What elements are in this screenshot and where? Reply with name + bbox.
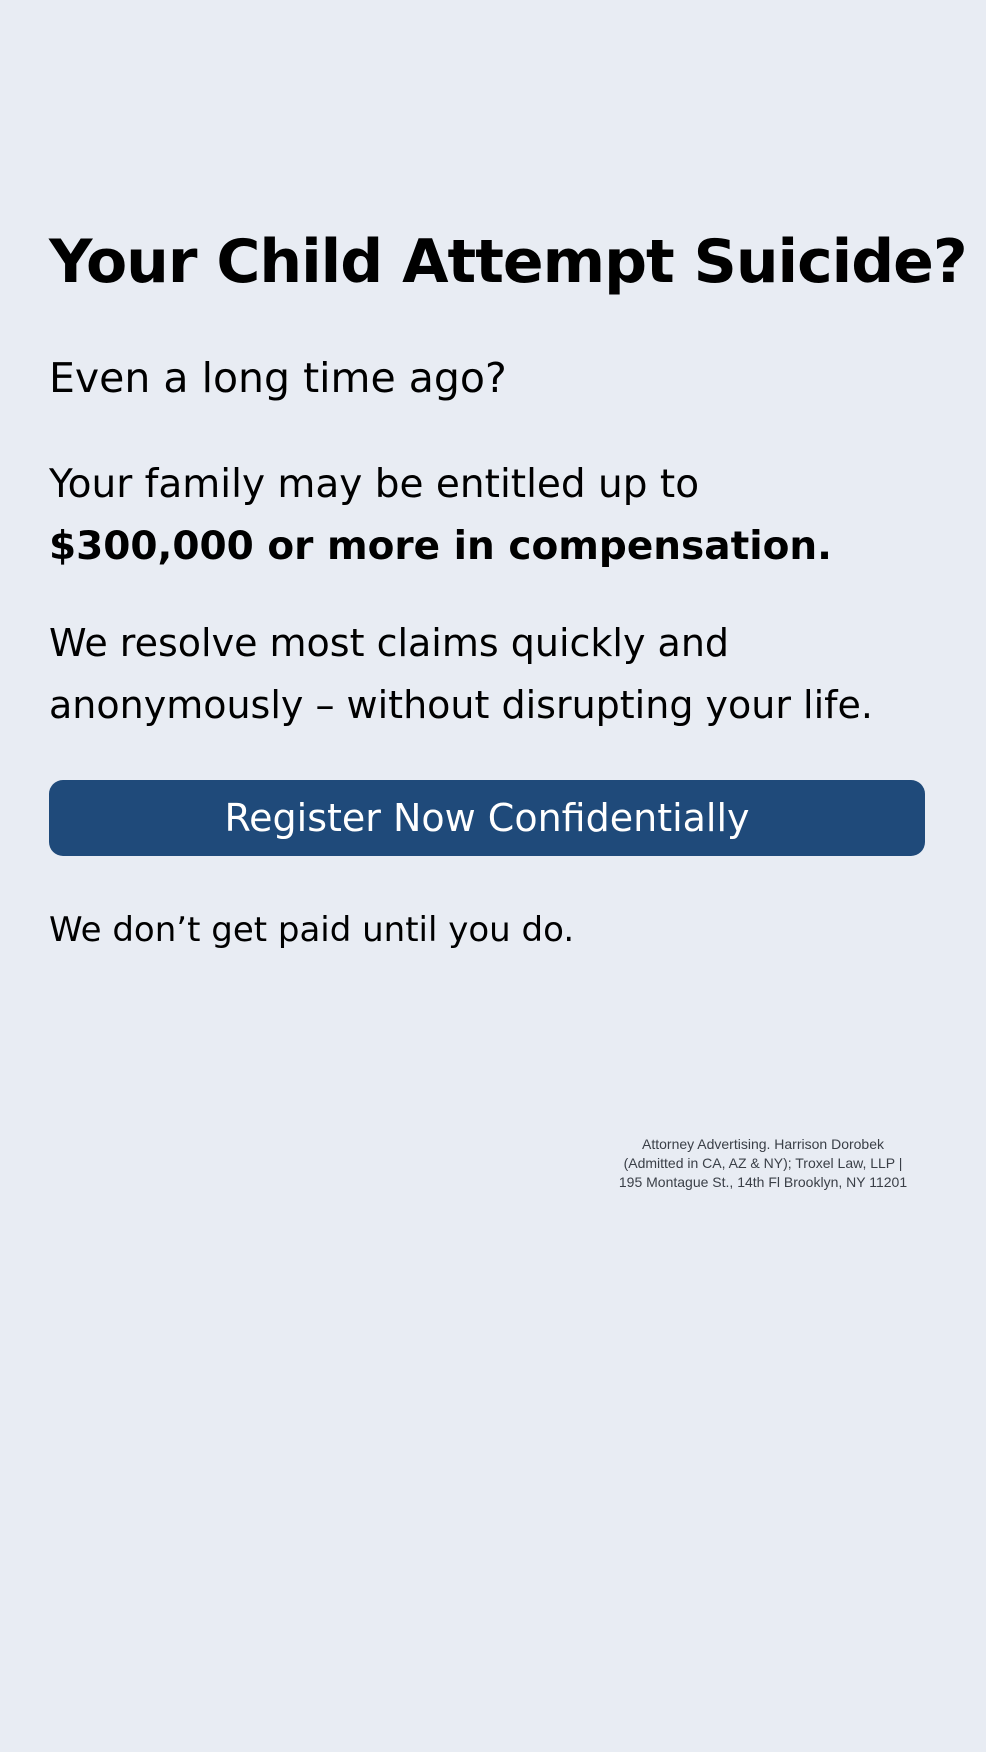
register-now-button[interactable]: Register Now Confidentially (49, 780, 925, 856)
disclaimer-line-2: (Admitted in CA, AZ & NY); Troxel Law, LLP | (623, 1155, 903, 1171)
attorney-disclaimer (600, 1135, 926, 1192)
resolution-line-1: We resolve most claims quickly and (49, 621, 730, 665)
compensation-line-1: Your family may be entitled up to (49, 462, 700, 507)
payment-tagline: We don’t get paid until you do. (49, 910, 575, 950)
page-headline: Your Child Attempt Suicide? (49, 227, 967, 297)
compensation-text (49, 454, 832, 578)
subheadline: Even a long time ago? (49, 354, 507, 402)
resolution-text (49, 612, 873, 736)
resolution-line-2: anonymously – without disrupting your life. (49, 683, 873, 727)
disclaimer-line-3: 195 Montague St., 14th Fl Brooklyn, NY 11201 (618, 1174, 908, 1190)
disclaimer-line-1: Attorney Advertising. Harrison Dorobek (642, 1136, 884, 1152)
compensation-amount: $300,000 or more in compensation. (49, 524, 832, 569)
